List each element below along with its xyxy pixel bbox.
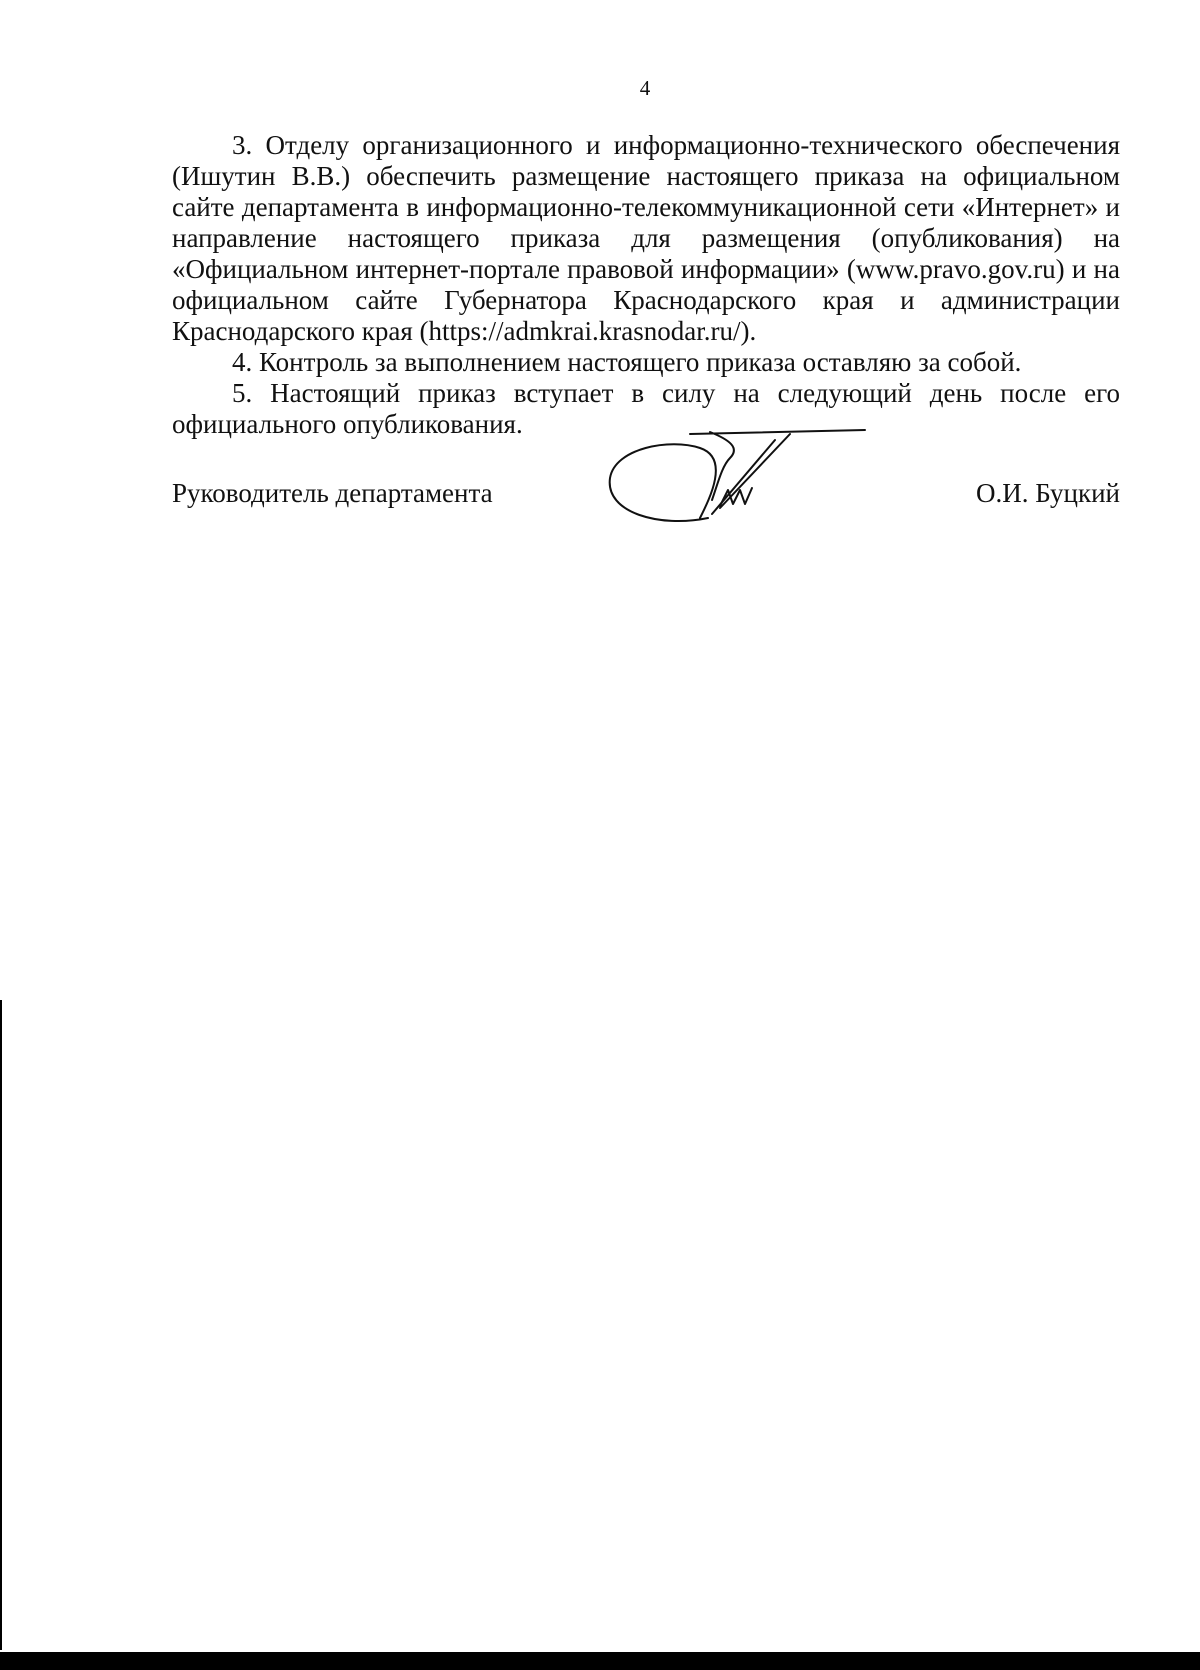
paragraph-item-4: 4. Контроль за выполнением настоящего приказа оставляю за собой.	[232, 347, 1022, 377]
signer-title: Руководитель департамента	[172, 478, 493, 508]
paragraph-item-5: 5. Настоящий приказ вступает в силу на следующий день после его официального опубликования.	[172, 378, 1120, 439]
document-body	[172, 130, 1120, 440]
scan-edge-line	[0, 1000, 2, 1650]
signer-name: О.И. Буцкий	[975, 478, 1120, 508]
page-number: 4	[639, 76, 651, 100]
scan-bottom-border	[0, 1652, 1200, 1670]
paragraph-item-3: 3. Отделу организационного и информационно-технического обеспечения (Ишутин В.В.) обеспечить размещение настоящего приказа на официальном сайте департамента в информационно-телекоммуникационной сети «Интернет» и направление настоящего приказа для размещения (опубликования) на «Официальном интернет-портале правовой информации» (www.pravo.gov.ru) и на официальном сайте Губернатора Краснодарского края и администрации Краснодарского края (https://admkrai.krasnodar.ru/).	[172, 130, 1120, 346]
handwritten-signature	[600, 428, 870, 548]
